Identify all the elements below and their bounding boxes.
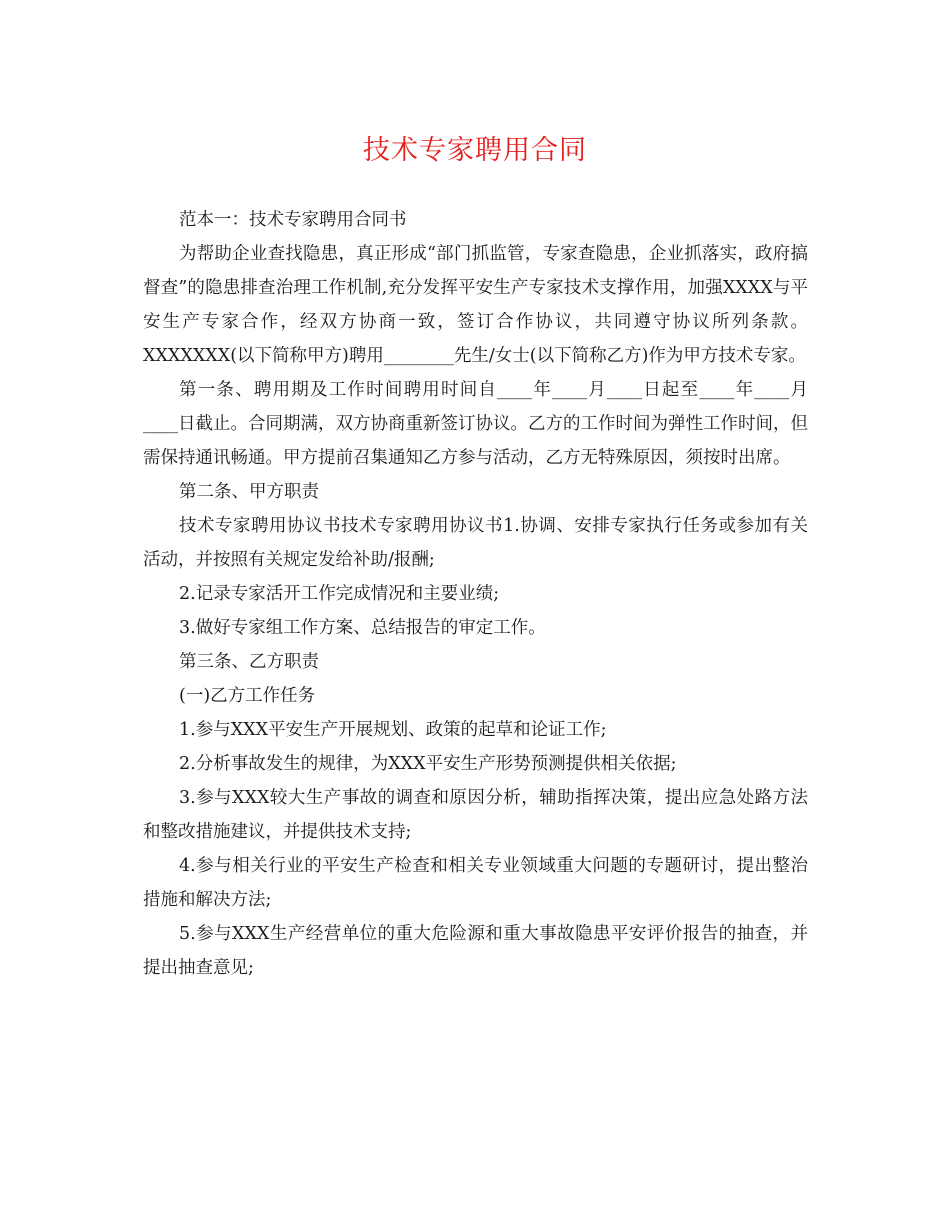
paragraph-article-1: 第一条、聘用期及工作时间聘用时间自____年____月____日起至____年____月____日截止。合同期满，双方协商重新签订协议。乙方的工作时间为弹性工作时间，但需保持通讯畅通。甲方提前召集通知乙方参与活动，乙方无特殊原因，须按时出席。 bbox=[143, 380, 808, 468]
paragraph-preamble: 为帮助企业查找隐患，真正形成“部门抓监管，专家查隐患，企业抓落实，政府搞督查”的隐患排查治理工作机制,充分发挥平安生产专家技术支撑作用，加强XXXX与平安生产专家合作，经双方协商一致，签订合作协议，共同遵守协议所列条款。XXXXXXX(以下简称甲方)聘用________先生/女士(以下简称乙方)作为甲方技术专家。 bbox=[143, 244, 808, 366]
paragraph-article-2-heading: 第二条、甲方职责 bbox=[179, 482, 319, 502]
paragraph-article-3-subheading: (一)乙方工作任务 bbox=[179, 686, 316, 706]
paragraph-article-3-heading: 第三条、乙方职责 bbox=[179, 652, 319, 672]
paragraph-article-3-item-1: 1.参与XXX平安生产开展规划、政策的起草和论证工作; bbox=[179, 720, 607, 740]
paragraph-article-3-item-4: 4.参与相关行业的平安生产检查和相关专业领域重大问题的专题研讨，提出整治措施和解决方法; bbox=[143, 856, 808, 910]
paragraph-article-3-item-5: 5.参与XXX生产经营单位的重大危险源和重大事故隐患平安评价报告的抽查，并提出抽查意见; bbox=[143, 924, 808, 978]
paragraph-article-2-item-2: 2.记录专家活开工作完成情况和主要业绩; bbox=[179, 584, 500, 604]
document-title: 技术专家聘用合同 bbox=[363, 135, 587, 166]
paragraph-article-3-item-2: 2.分析事故发生的规律，为XXX平安生产形势预测提供相关依据; bbox=[179, 754, 677, 774]
paragraph-template-heading: 范本一：技术专家聘用合同书 bbox=[179, 210, 407, 230]
paragraph-article-2-item-3: 3.做好专家组工作方案、总结报告的审定工作。 bbox=[179, 618, 546, 638]
paragraph-article-2-item-1: 技术专家聘用协议书技术专家聘用协议书1.协调、安排专家执行任务或参加有关活动，并按照有关规定发给补助/报酬; bbox=[143, 516, 808, 570]
paragraph-article-3-item-3: 3.参与XXX较大生产事故的调查和原因分析，辅助指挥决策，提出应急处路方法和整改措施建议，并提供技术支持; bbox=[143, 788, 808, 842]
document-body bbox=[143, 203, 808, 985]
